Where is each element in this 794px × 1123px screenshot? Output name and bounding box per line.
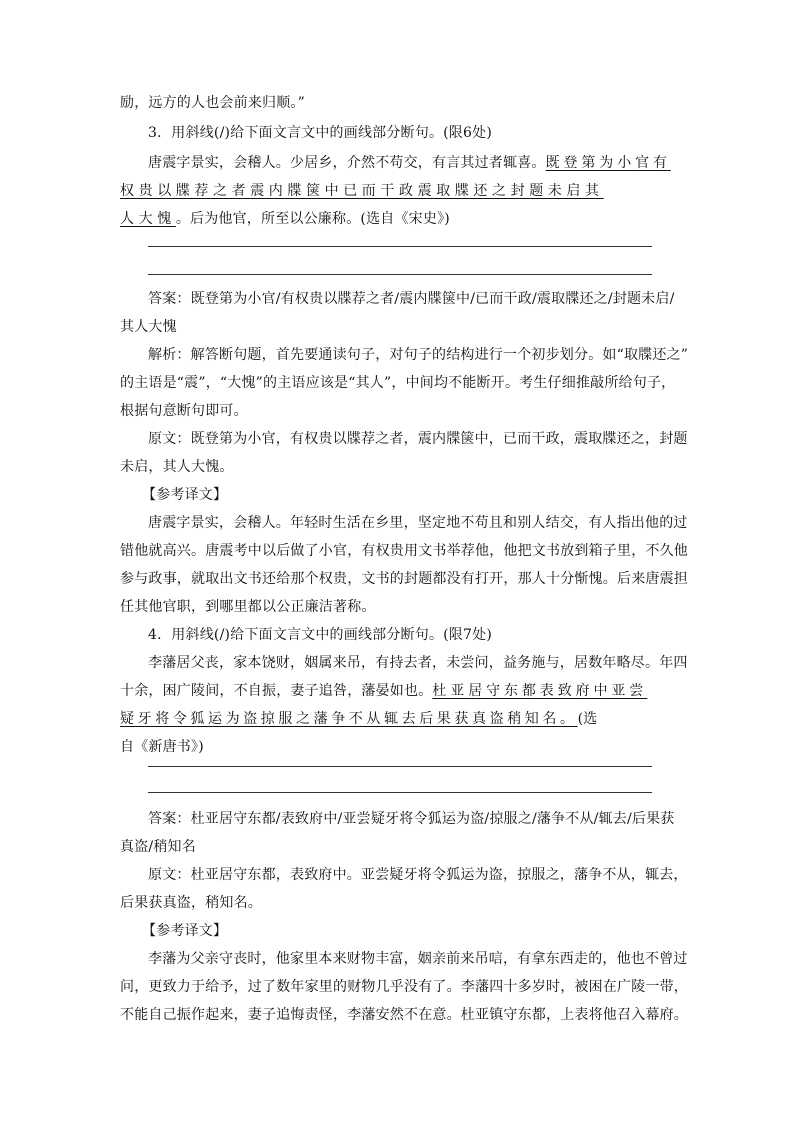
answer-text: 答案：既登第为小官/有权贵以牒荐之者/震内牒箧中/已而干政/震取牒还之/封题未启/: [148, 291, 675, 307]
underlined-passage: 权贵以牒荐之者震内牒箧中已而干政震取牒还之封题未启其: [120, 183, 604, 199]
underlined-passage: 人大愧: [120, 211, 176, 227]
translation-text: 任其他官职，到哪里都以公正廉洁著称。: [120, 599, 376, 615]
text-line: 励，远方的人也会前来归顺。”: [120, 95, 305, 111]
translation-text: 参与政事，就取出文书还给那个权贵，文书的封题都没有打开，那人十分惭愧。后来唐震担: [120, 571, 688, 587]
passage-text: 唐震字景实，会稽人。少居乡，介然不苟交，有言其过者辄喜。: [148, 155, 546, 171]
original-text: 原文：既登第为小官，有权贵以牒荐之者，震内牒箧中，已而干政，震取牒还之，封题: [148, 431, 688, 447]
passage-line: [148, 154, 676, 172]
original-text: 原文：杜亚居守东都，表致府中。亚尝疑牙将令狐运为盗，掠服之，藩争不从，辄去，: [148, 867, 688, 883]
answer-text: 答案：杜亚居守东都/表致府中/亚尝疑牙将令狐运为盗/掠服之/藩争不从/辄去/后果获: [148, 811, 675, 827]
passage-text: 十余，困广陵间，不自振，妻子追咎，藩晏如也。: [120, 683, 433, 699]
question-3-prompt: 3．用斜线(/)给下面文言文中的画线部分断句。(限6处): [148, 125, 492, 141]
underlined-passage: 疑牙将令狐运为盗掠服之藩争不从辄去后果获真盗稍知名。: [120, 711, 578, 727]
translation-text: 错他就高兴。唐震考中以后做了小官，有权贵用文书举荐他，他把文书放到箱子里，不久他: [120, 543, 688, 559]
question-4-prompt: 4．用斜线(/)给下面文言文中的画线部分断句。(限7处): [148, 627, 492, 643]
translation-text: 李藩为父亲守丧时，他家里本来财物丰富，姻亲前来吊唁，有拿东西走的，他也不曾过: [148, 951, 688, 967]
analysis-text: 根据句意断句即可。: [120, 403, 248, 419]
translation-text: 问，更致力于给予，过了数年家里的财物几乎没有了。李藩四十多岁时，被困在广陵一带，: [120, 979, 688, 995]
analysis-text: 解析：解答断句题，首先要通读句子，对句子的结构进行一个初步划分。如“取牒还之”: [148, 347, 689, 363]
reference-translation-heading: 【参考译文】: [142, 923, 228, 939]
passage-line: [120, 710, 676, 728]
passage-line: [120, 210, 676, 228]
passage-text: (选: [577, 711, 598, 727]
answer-blank-line[interactable]: [148, 246, 652, 247]
answer-blank-line[interactable]: [148, 274, 652, 275]
underlined-passage: 既登第为小官有: [545, 155, 671, 171]
translation-text: 唐震字景实，会稽人。年轻时生活在乡里，坚定地不苟且和别人结交，有人指出他的过: [148, 515, 688, 531]
original-text: 后果获真盗，稍知名。: [120, 895, 262, 911]
analysis-text: 的主语是“震”，“大愧”的主语应该是“其人”，中间均不能断开。考生仔细推敲所给句子，: [120, 375, 676, 391]
answer-blank-line[interactable]: [148, 792, 652, 793]
passage-text: 自《新唐书》): [120, 739, 204, 755]
answer-blank-line[interactable]: [148, 766, 652, 767]
answer-text: 真盗/稍知名: [120, 839, 196, 855]
passage-text: 。后为他官，所至以公廉称。(选自《宋史》): [175, 211, 450, 227]
passage-line: [120, 682, 676, 700]
passage-text: 李藩居父丧，家本饶财，姻属来吊，有持去者，未尝问，益务施与，居数年略尽。年四: [148, 655, 688, 671]
underlined-passage: 杜亚居守东都表致府中亚尝: [432, 683, 648, 699]
answer-text: 其人大愧: [120, 319, 177, 335]
translation-text: 不能自己振作起来，妻子追悔责怪，李藩安然不在意。杜亚镇守东都，上表将他召入幕府。: [120, 1007, 688, 1023]
original-text: 未启，其人大愧。: [120, 459, 234, 475]
reference-translation-heading: 【参考译文】: [142, 487, 228, 503]
